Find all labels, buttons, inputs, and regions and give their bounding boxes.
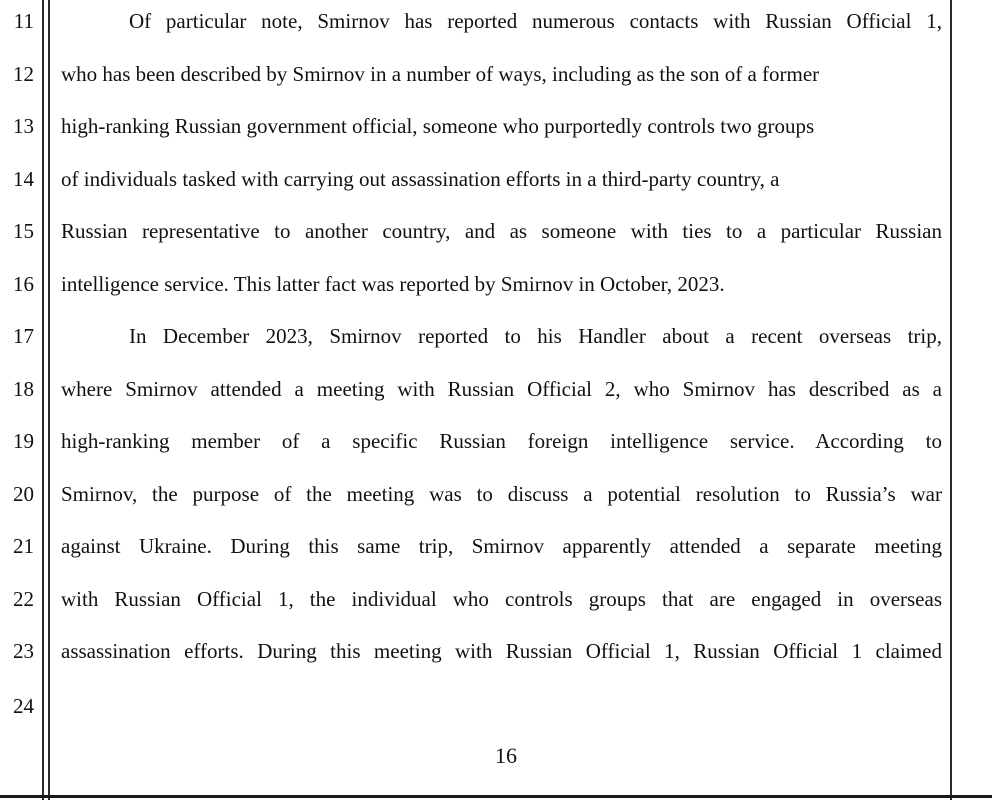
paragraph-1-line: Russian representative to another country, and as someone with ties to a particular Russian: [61, 219, 942, 243]
page-number: 16: [495, 743, 517, 768]
line-number: 18: [13, 377, 34, 401]
line-number: 11: [13, 9, 34, 33]
paragraph-2-line: assassination efforts. During this meeting with Russian Official 1, Russian Official 1 claimed: [61, 639, 942, 663]
line-number: 19: [13, 429, 34, 453]
line-number: 16: [13, 272, 34, 296]
paragraph-1-line: high-ranking Russian government official, someone who purportedly controls two groups: [61, 114, 815, 138]
line-number: 15: [13, 219, 34, 243]
right-margin-rule: [950, 0, 952, 800]
paragraph-1-line: of individuals tasked with carrying out assassination efforts in a third-party country, a: [61, 167, 780, 191]
paragraph-1-line: who has been described by Smirnov in a number of ways, including as the son of a former: [61, 62, 820, 86]
paragraph-2-line: with Russian Official 1, the individual who controls groups that are engaged in overseas: [61, 587, 942, 611]
paragraph-2-line: against Ukraine. During this same trip, Smirnov apparently attended a separate meeting: [61, 534, 942, 558]
line-number: 14: [13, 167, 34, 191]
line-number: 23: [13, 639, 34, 663]
line-number: 24: [13, 694, 34, 718]
left-margin-rule-inner: [48, 0, 50, 800]
line-number: 20: [13, 482, 34, 506]
paragraph-2-line: In December 2023, Smirnov reported to his Handler about a recent overseas trip,: [129, 324, 942, 348]
left-margin-rule-outer: [42, 0, 44, 800]
line-number: 22: [13, 587, 34, 611]
paragraph-2-line: where Smirnov attended a meeting with Russian Official 2, who Smirnov has described as a: [61, 377, 942, 401]
page-bottom-edge: [0, 795, 992, 798]
line-number: 13: [13, 114, 34, 138]
paragraph-2-line: Smirnov, the purpose of the meeting was to discuss a potential resolution to Russia’s war: [61, 482, 942, 506]
paragraph-2-line: high-ranking member of a specific Russian foreign intelligence service. According to: [61, 429, 942, 453]
line-number: 12: [13, 62, 34, 86]
paragraph-1-line: Of particular note, Smirnov has reported numerous contacts with Russian Official 1,: [129, 9, 942, 33]
line-number: 17: [13, 324, 34, 348]
line-number: 21: [13, 534, 34, 558]
paragraph-1-line: intelligence service. This latter fact was reported by Smirnov in October, 2023.: [61, 272, 725, 296]
